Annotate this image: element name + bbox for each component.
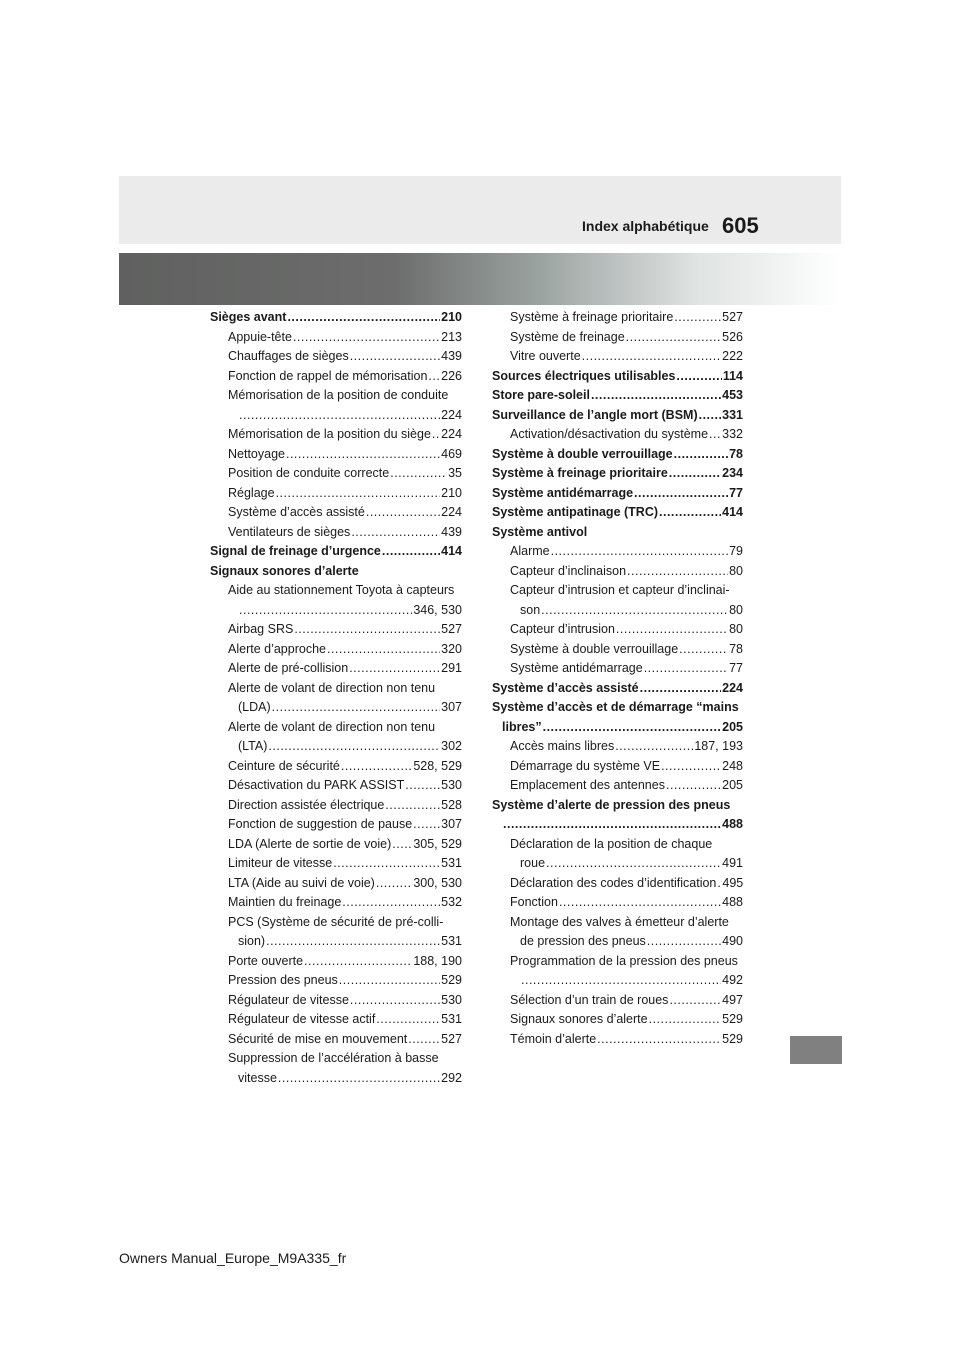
- leader-dots: [597, 1030, 721, 1050]
- entry-page: 226: [441, 368, 462, 383]
- index-entry: [210, 484, 462, 504]
- chapter-gradient-bar: [119, 253, 841, 305]
- leader-dots: [276, 484, 441, 504]
- entry-page: 414: [441, 544, 462, 558]
- leader-dots: [382, 542, 440, 562]
- entry-page: 224: [441, 427, 462, 441]
- index-entry-line: Suppression de l’accélération à basse: [228, 1051, 439, 1065]
- index-entry-line: Montage des valves à émetteur d’alerte: [510, 914, 729, 929]
- leader-dots: [405, 776, 440, 796]
- index-entry: [210, 776, 462, 796]
- entry-page: 205: [722, 719, 743, 734]
- entry-page: 224: [722, 680, 743, 695]
- entry-label: Système de freinage: [510, 329, 625, 344]
- index-entry: [492, 484, 743, 504]
- leader-dots: [339, 971, 440, 991]
- index-entry: [492, 718, 743, 738]
- leader-dots: [634, 484, 728, 504]
- index-entry: [210, 523, 462, 543]
- entry-page: 305, 529: [413, 836, 462, 851]
- entry-label: libres”: [502, 719, 542, 734]
- index-entry: [210, 640, 462, 660]
- index-entry: [492, 776, 743, 796]
- leader-dots: [392, 835, 412, 855]
- entry-page: 79: [729, 544, 743, 558]
- entry-page: 531: [441, 856, 462, 870]
- entry-page: 488: [722, 817, 743, 831]
- entry-page: 531: [441, 1012, 462, 1026]
- index-entry: [210, 425, 462, 445]
- index-entry: [210, 601, 462, 621]
- entry-label: Désactivation du PARK ASSIST: [228, 778, 405, 792]
- entry-label: Ceinture de sécurité: [228, 758, 340, 773]
- entry-label: Système à freinage prioritaire: [510, 310, 674, 324]
- index-entry: [492, 991, 743, 1011]
- leader-dots: [626, 328, 721, 348]
- entry-label: Accès mains libres: [510, 739, 615, 753]
- entry-label: Signal de freinage d’urgence: [210, 544, 381, 558]
- entry-page: 307: [441, 700, 462, 714]
- entry-label: (LDA): [238, 700, 271, 714]
- entry-label: Airbag SRS: [228, 622, 294, 636]
- index-entry-line: Signaux sonores d’alerte: [210, 563, 359, 578]
- entry-page: 213: [441, 329, 462, 344]
- entry-label: Fonction: [510, 895, 558, 909]
- leader-dots: [266, 932, 440, 952]
- leader-dots: [239, 406, 440, 426]
- leader-dots: [627, 562, 728, 582]
- leader-dots: [559, 893, 721, 913]
- entry-label: Activation/désactivation du système: [510, 427, 709, 441]
- index-column-right: [492, 308, 743, 1049]
- index-entry: [492, 562, 743, 582]
- index-entry: [492, 757, 743, 777]
- index-entry: [492, 971, 743, 991]
- entry-page: 527: [722, 310, 743, 324]
- leader-dots: [647, 932, 721, 952]
- leader-dots: [541, 601, 728, 621]
- leader-dots: [350, 347, 440, 367]
- entry-label: Chauffages de sièges: [228, 349, 349, 363]
- index-entry: [210, 503, 462, 523]
- index-entry: [210, 854, 462, 874]
- entry-page: 78: [729, 446, 743, 461]
- index-entry: [492, 308, 743, 328]
- index-entry: [492, 874, 743, 894]
- index-entry: [210, 835, 462, 855]
- index-entry: [210, 1069, 462, 1089]
- entry-label: Système à freinage prioritaire: [492, 466, 668, 480]
- index-entry: [210, 971, 462, 991]
- index-entry-line: Aide au stationnement Toyota à capteurs: [228, 583, 455, 597]
- entry-label: Système d’accès assisté: [228, 505, 365, 519]
- leader-dots: [342, 893, 440, 913]
- entry-page: 77: [729, 661, 743, 675]
- leader-dots: [333, 854, 440, 874]
- entry-label: Sources électriques utilisables: [492, 368, 676, 383]
- entry-page: 529: [441, 973, 462, 987]
- index-entry: [210, 659, 462, 679]
- entry-label: Capteur d’inclinaison: [510, 563, 627, 578]
- index-entry-line: Système d’alerte de pression des pneus: [492, 797, 731, 812]
- index-entry: [210, 952, 462, 972]
- index-entry: [492, 815, 743, 835]
- leader-dots: [408, 1030, 440, 1050]
- index-entry: [492, 737, 743, 757]
- leader-dots: [272, 698, 440, 718]
- footer-manual-id: Owners Manual_Europe_M9A335_fr: [119, 1250, 347, 1266]
- entry-label: Store pare-soleil: [492, 388, 590, 402]
- index-entry-line: Programmation de la pression des pneus: [510, 953, 738, 968]
- entry-label: Signaux sonores d’alerte: [510, 1012, 648, 1026]
- leader-dots: [640, 679, 722, 699]
- entry-label: Mémorisation de la position du siège: [228, 427, 431, 441]
- leader-dots: [616, 620, 728, 640]
- index-entry-line: Système d’accès et de démarrage “mains: [492, 700, 739, 714]
- entry-page: 488: [722, 895, 743, 909]
- leader-dots: [432, 425, 440, 445]
- leader-dots: [350, 991, 440, 1011]
- index-entry: [210, 406, 462, 426]
- entry-label: de pression des pneus: [520, 934, 646, 948]
- entry-page: 291: [441, 661, 462, 675]
- leader-dots: [376, 1010, 440, 1030]
- entry-label: Démarrage du système VE: [510, 758, 661, 773]
- leader-dots: [376, 874, 412, 894]
- index-entry: [492, 640, 743, 660]
- leader-dots: [676, 367, 721, 387]
- entry-label: (LTA): [238, 739, 268, 753]
- entry-label: Sélection d’un train de roues: [510, 992, 669, 1007]
- index-entry: [210, 328, 462, 348]
- entry-page: 530: [441, 778, 462, 792]
- entry-label: Maintien du freinage: [228, 895, 342, 909]
- entry-label: Pression des pneus: [228, 973, 338, 987]
- leader-dots: [366, 503, 440, 523]
- entry-label: Direction assistée électrique: [228, 797, 385, 812]
- entry-label: Surveillance de l’angle mort (BSM): [492, 407, 698, 422]
- index-entry: [210, 1030, 462, 1050]
- entry-page: 114: [722, 368, 743, 383]
- entry-label: Réglage: [228, 485, 275, 500]
- leader-dots: [551, 542, 729, 562]
- entry-page: 300, 530: [413, 875, 462, 890]
- leader-dots: [268, 737, 440, 757]
- index-entry: [492, 893, 743, 913]
- index-entry-line: Capteur d’intrusion et capteur d’inclinai-: [510, 583, 730, 597]
- index-entry: [492, 328, 743, 348]
- entry-label: Alerte de pré-collision: [228, 661, 349, 675]
- leader-dots: [349, 659, 440, 679]
- entry-page: 248: [722, 758, 743, 773]
- entry-label: Porte ouverte: [228, 953, 304, 968]
- entry-page: 492: [722, 973, 743, 987]
- entry-page: 491: [722, 856, 743, 870]
- entry-page: 188, 190: [413, 953, 462, 968]
- leader-dots: [709, 425, 721, 445]
- entry-label: sion): [238, 934, 266, 948]
- leader-dots: [543, 718, 722, 738]
- entry-label: Emplacement des antennes: [510, 778, 665, 792]
- entry-label: Position de conduite correcte: [228, 466, 390, 480]
- leader-dots: [351, 523, 440, 543]
- leader-dots: [287, 308, 440, 328]
- index-thumb-tab: [790, 1036, 842, 1064]
- entry-page: 320: [441, 641, 462, 656]
- entry-page: 497: [722, 992, 743, 1007]
- leader-dots: [674, 308, 721, 328]
- index-entry: [210, 445, 462, 465]
- leader-dots: [699, 406, 722, 426]
- entry-label: Régulateur de vitesse actif: [228, 1012, 376, 1026]
- entry-label: Fonction de suggestion de pause: [228, 817, 413, 831]
- entry-page: 224: [441, 505, 462, 519]
- entry-page: 495: [722, 875, 744, 890]
- entry-page: 469: [441, 446, 462, 461]
- entry-label: Système à double verrouillage: [492, 446, 673, 461]
- index-entry-line: PCS (Système de sécurité de pré-colli-: [228, 914, 444, 929]
- leader-dots: [286, 445, 440, 465]
- leader-dots: [649, 1010, 722, 1030]
- entry-label: Sièges avant: [210, 310, 287, 324]
- entry-page: 529: [722, 1012, 743, 1026]
- index-entry: [210, 757, 462, 777]
- index-entry: [492, 464, 743, 484]
- leader-dots: [293, 328, 440, 348]
- entry-label: roue: [520, 856, 546, 870]
- entry-label: Système à double verrouillage: [510, 641, 679, 656]
- leader-dots: [503, 815, 721, 835]
- index-column-left: [210, 308, 462, 1088]
- entry-page: 187, 193: [694, 739, 743, 753]
- index-entry-line: Mémorisation de la position de conduite: [228, 388, 449, 402]
- entry-page: 346, 530: [413, 602, 462, 617]
- entry-page: 80: [729, 602, 743, 617]
- entry-label: Système d’accès assisté: [492, 680, 639, 695]
- entry-label: LDA (Alerte de sortie de voie): [228, 836, 392, 851]
- entry-label: Témoin d’alerte: [510, 1031, 597, 1046]
- entry-page: 414: [722, 505, 743, 519]
- entry-label: Limiteur de vitesse: [228, 856, 333, 870]
- entry-label: vitesse: [238, 1070, 277, 1085]
- entry-label: son: [520, 602, 541, 617]
- index-entry: [492, 406, 743, 426]
- entry-page: 528, 529: [413, 758, 462, 773]
- entry-label: Fonction de rappel de mémorisation: [228, 368, 428, 383]
- entry-label: Appuie-tête: [228, 329, 292, 344]
- entry-page: 526: [722, 329, 743, 344]
- index-entry: [210, 815, 462, 835]
- index-entry: [492, 425, 743, 445]
- index-entry: [492, 542, 743, 562]
- entry-label: Alarme: [510, 544, 550, 558]
- entry-label: LTA (Aide au suivi de voie): [228, 875, 375, 890]
- section-title: Index alphabétique: [582, 218, 709, 234]
- entry-page: 439: [441, 349, 462, 363]
- index-entry: [210, 698, 462, 718]
- leader-dots: [674, 445, 728, 465]
- leader-dots: [327, 640, 440, 660]
- index-entry: [492, 367, 743, 387]
- index-entry: [492, 601, 743, 621]
- index-entry: [210, 874, 462, 894]
- index-entry: [210, 991, 462, 1011]
- index-entry: [210, 932, 462, 952]
- leader-dots: [521, 971, 721, 991]
- index-entry: [210, 542, 462, 562]
- index-entry: [492, 679, 743, 699]
- entry-page: 527: [441, 622, 462, 636]
- entry-label: Sécurité de mise en mouvement: [228, 1031, 408, 1046]
- index-entry: [492, 503, 743, 523]
- index-entry: [210, 796, 462, 816]
- index-entry: [492, 386, 743, 406]
- entry-page: 331: [722, 407, 743, 422]
- entry-page: 222: [722, 349, 743, 363]
- entry-page: 210: [441, 485, 462, 500]
- entry-label: Régulateur de vitesse: [228, 992, 349, 1007]
- index-entry-line: Déclaration de la position de chaque: [510, 836, 713, 851]
- entry-page: 292: [441, 1070, 462, 1085]
- entry-page: 35: [448, 466, 462, 480]
- leader-dots: [294, 620, 440, 640]
- index-entry-line: Système antivol: [492, 524, 588, 539]
- entry-page: 224: [441, 407, 462, 422]
- entry-page: 453: [722, 388, 743, 402]
- entry-page: 205: [722, 778, 743, 792]
- leader-dots: [390, 464, 447, 484]
- index-entry: [210, 1010, 462, 1030]
- entry-label: Vitre ouverte: [510, 349, 581, 363]
- leader-dots: [659, 503, 721, 523]
- entry-label: Système antipatinage (TRC): [492, 505, 659, 519]
- entry-page: 78: [729, 641, 743, 656]
- entry-page: 529: [722, 1031, 743, 1046]
- index-entry: [492, 620, 743, 640]
- leader-dots: [644, 659, 728, 679]
- entry-page: 530: [441, 992, 462, 1007]
- entry-page: 80: [729, 622, 743, 636]
- index-entry-line: Alerte de volant de direction non tenu: [228, 719, 436, 734]
- leader-dots: [546, 854, 721, 874]
- leader-dots: [385, 796, 440, 816]
- entry-page: 77: [729, 485, 743, 500]
- index-entry-line: Alerte de volant de direction non tenu: [228, 680, 436, 695]
- entry-label: Alerte d’approche: [228, 641, 326, 656]
- index-entry: [492, 445, 743, 465]
- entry-label: Déclaration des codes d’identification: [510, 875, 717, 890]
- entry-page: 490: [722, 934, 743, 948]
- entry-page: 332: [722, 427, 743, 441]
- entry-page: 234: [722, 466, 743, 480]
- entry-page: 307: [441, 817, 462, 831]
- index-entry: [210, 308, 462, 328]
- entry-page: 80: [729, 563, 743, 578]
- entry-label: Système antidémarrage: [510, 661, 643, 675]
- index-entry: [210, 367, 462, 387]
- leader-dots: [666, 776, 721, 796]
- leader-dots: [428, 367, 440, 387]
- leader-dots: [239, 601, 412, 621]
- leader-dots: [679, 640, 728, 660]
- entry-page: 439: [441, 524, 462, 539]
- entry-page: 302: [441, 739, 462, 753]
- leader-dots: [661, 757, 721, 777]
- entry-page: 531: [441, 934, 462, 948]
- page-number: 605: [722, 213, 759, 238]
- leader-dots: [304, 952, 412, 972]
- leader-dots: [591, 386, 721, 406]
- leader-dots: [669, 991, 721, 1011]
- leader-dots: [582, 347, 721, 367]
- index-entry: [492, 1010, 743, 1030]
- index-entry: [492, 854, 743, 874]
- entry-label: Capteur d’intrusion: [510, 622, 615, 636]
- index-entry: [492, 1030, 743, 1050]
- index-entry: [492, 932, 743, 952]
- entry-label: Nettoyage: [228, 446, 285, 461]
- entry-label: Ventilateurs de sièges: [228, 524, 351, 539]
- leader-dots: [717, 874, 721, 894]
- index-entry: [210, 464, 462, 484]
- entry-page: 210: [441, 310, 462, 324]
- leader-dots: [278, 1069, 440, 1089]
- leader-dots: [413, 815, 440, 835]
- leader-dots: [669, 464, 721, 484]
- entry-page: 528: [441, 797, 462, 812]
- index-entry: [210, 893, 462, 913]
- entry-page: 527: [441, 1031, 462, 1046]
- index-entry: [210, 737, 462, 757]
- index-entry: [492, 347, 743, 367]
- leader-dots: [615, 737, 693, 757]
- index-entry: [210, 620, 462, 640]
- entry-page: 532: [441, 895, 462, 909]
- index-entry: [210, 347, 462, 367]
- index-entry: [492, 659, 743, 679]
- entry-label: Système antidémarrage: [492, 485, 634, 500]
- leader-dots: [341, 757, 412, 777]
